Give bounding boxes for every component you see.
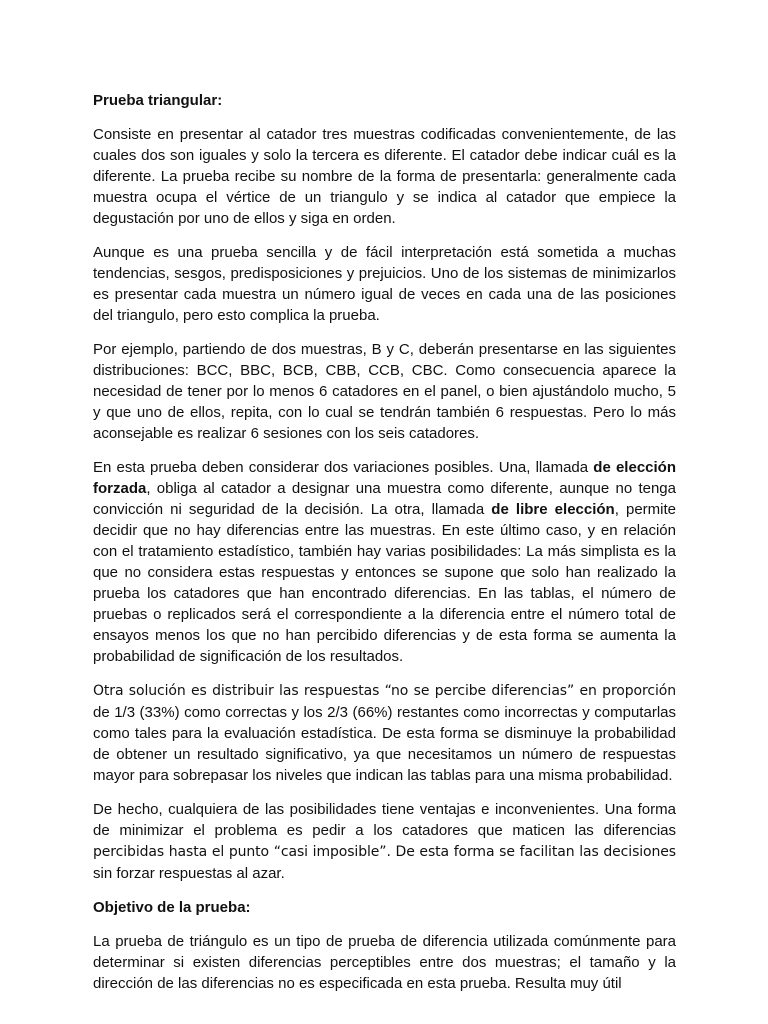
paragraph-otra-solucion [93, 680, 676, 786]
text-run: , obliga al catador a designar una muestra como diferente, aunque no tenga convicción ni seguridad de la decisión. La otra, llamada [93, 480, 676, 518]
text-run: , permite decidir que no hay diferencias entre las muestras. En este último caso, y en relación con el tratamiento estadístico, también hay varias posibilidades: La más simplista es la que no considera estas respuestas y entonces se supone que solo han realizado la prueba los catadores que han encontrado diferencias. En las tablas, el número de pruebas o replicados será el correspondiente a la diferencia entre el número total de ensayos menos los que no han percibido diferencias y de esta forma se aumenta la probabilidad de significación de los resultados. [93, 501, 677, 665]
text-run-alt-font: percibidas hasta el punto “casi imposible”. De esta forma se facilitan las decisiones [93, 844, 676, 860]
text-run: de 1/3 (33%) como correctas y los 2/3 (66%) restantes como incorrectas y computarlas como tales para la evaluación estadística. De esta forma se disminuye la probabilidad de obtener un resultado significativo, ya que necesitamos un número de respuestas mayor para sobrepasar los niveles que indican las tablas para una misma probabilidad. [93, 704, 676, 784]
paragraph-de-hecho [93, 799, 676, 884]
term-eleccion-forzada: de elección forzada [93, 459, 676, 497]
paragraph-por-ejemplo: Por ejemplo, partiendo de dos muestras, B y C, deberán presentarse en las siguientes distribuciones: BCC, BBC, BCB, CBB, CCB, CBC. Como consecuencia aparece la necesidad de tener por lo menos 6 catadores en el panel, o bien ajustándolo mucho, 5 y que uno de ellos, repita, con lo cual se tendrán también 6 respuestas. Pero lo más aconsejable es realizar 6 sesiones con los seis catadores. [93, 341, 676, 442]
text-run: En esta prueba deben considerar dos variaciones posibles. Una, llamada [93, 459, 594, 476]
text-run: sin forzar respuestas al azar. [93, 865, 285, 882]
text-run: De hecho, cualquiera de las posibilidades tiene ventajas e inconvenientes. Una forma de minimizar el problema es pedir a los catadores que maticen las diferencias [93, 801, 676, 839]
term-libre-eleccion: de libre elección [491, 501, 615, 518]
text-run-alt-font: Otra solución es distribuir las respuestas “no se percibe diferencias” en proporción [93, 683, 676, 699]
paragraph-objetivo: La prueba de triángulo es un tipo de prueba de diferencia utilizada comúnmente para determinar si existen diferencias perceptibles entre dos muestras; el tamaño y la dirección de las diferencias no es especificada en esta prueba. Resulta muy útil [93, 933, 676, 992]
paragraph-consiste: Consiste en presentar al catador tres muestras codificadas convenientemente, de las cuales dos son iguales y solo la tercera es diferente. El catador debe indicar cuál es la diferente. La prueba recibe su nombre de la forma de presentarla: generalmente cada muestra ocupa el vértice de un triangulo y se indica al catador que empiece la degustación por uno de ellos y siga en orden. [93, 126, 676, 227]
document-content [93, 90, 676, 994]
heading-objetivo: Objetivo de la prueba: [93, 899, 251, 916]
paragraph-aunque: Aunque es una prueba sencilla y de fácil interpretación está sometida a muchas tendencias, sesgos, predisposiciones y prejuicios. Uno de los sistemas de minimizarlos es presentar cada muestra un número igual de veces en cada una de las posiciones del triangulo, pero esto complica la prueba. [93, 244, 676, 324]
paragraph-variaciones [93, 457, 676, 667]
heading-prueba-triangular: Prueba triangular: [93, 92, 223, 109]
